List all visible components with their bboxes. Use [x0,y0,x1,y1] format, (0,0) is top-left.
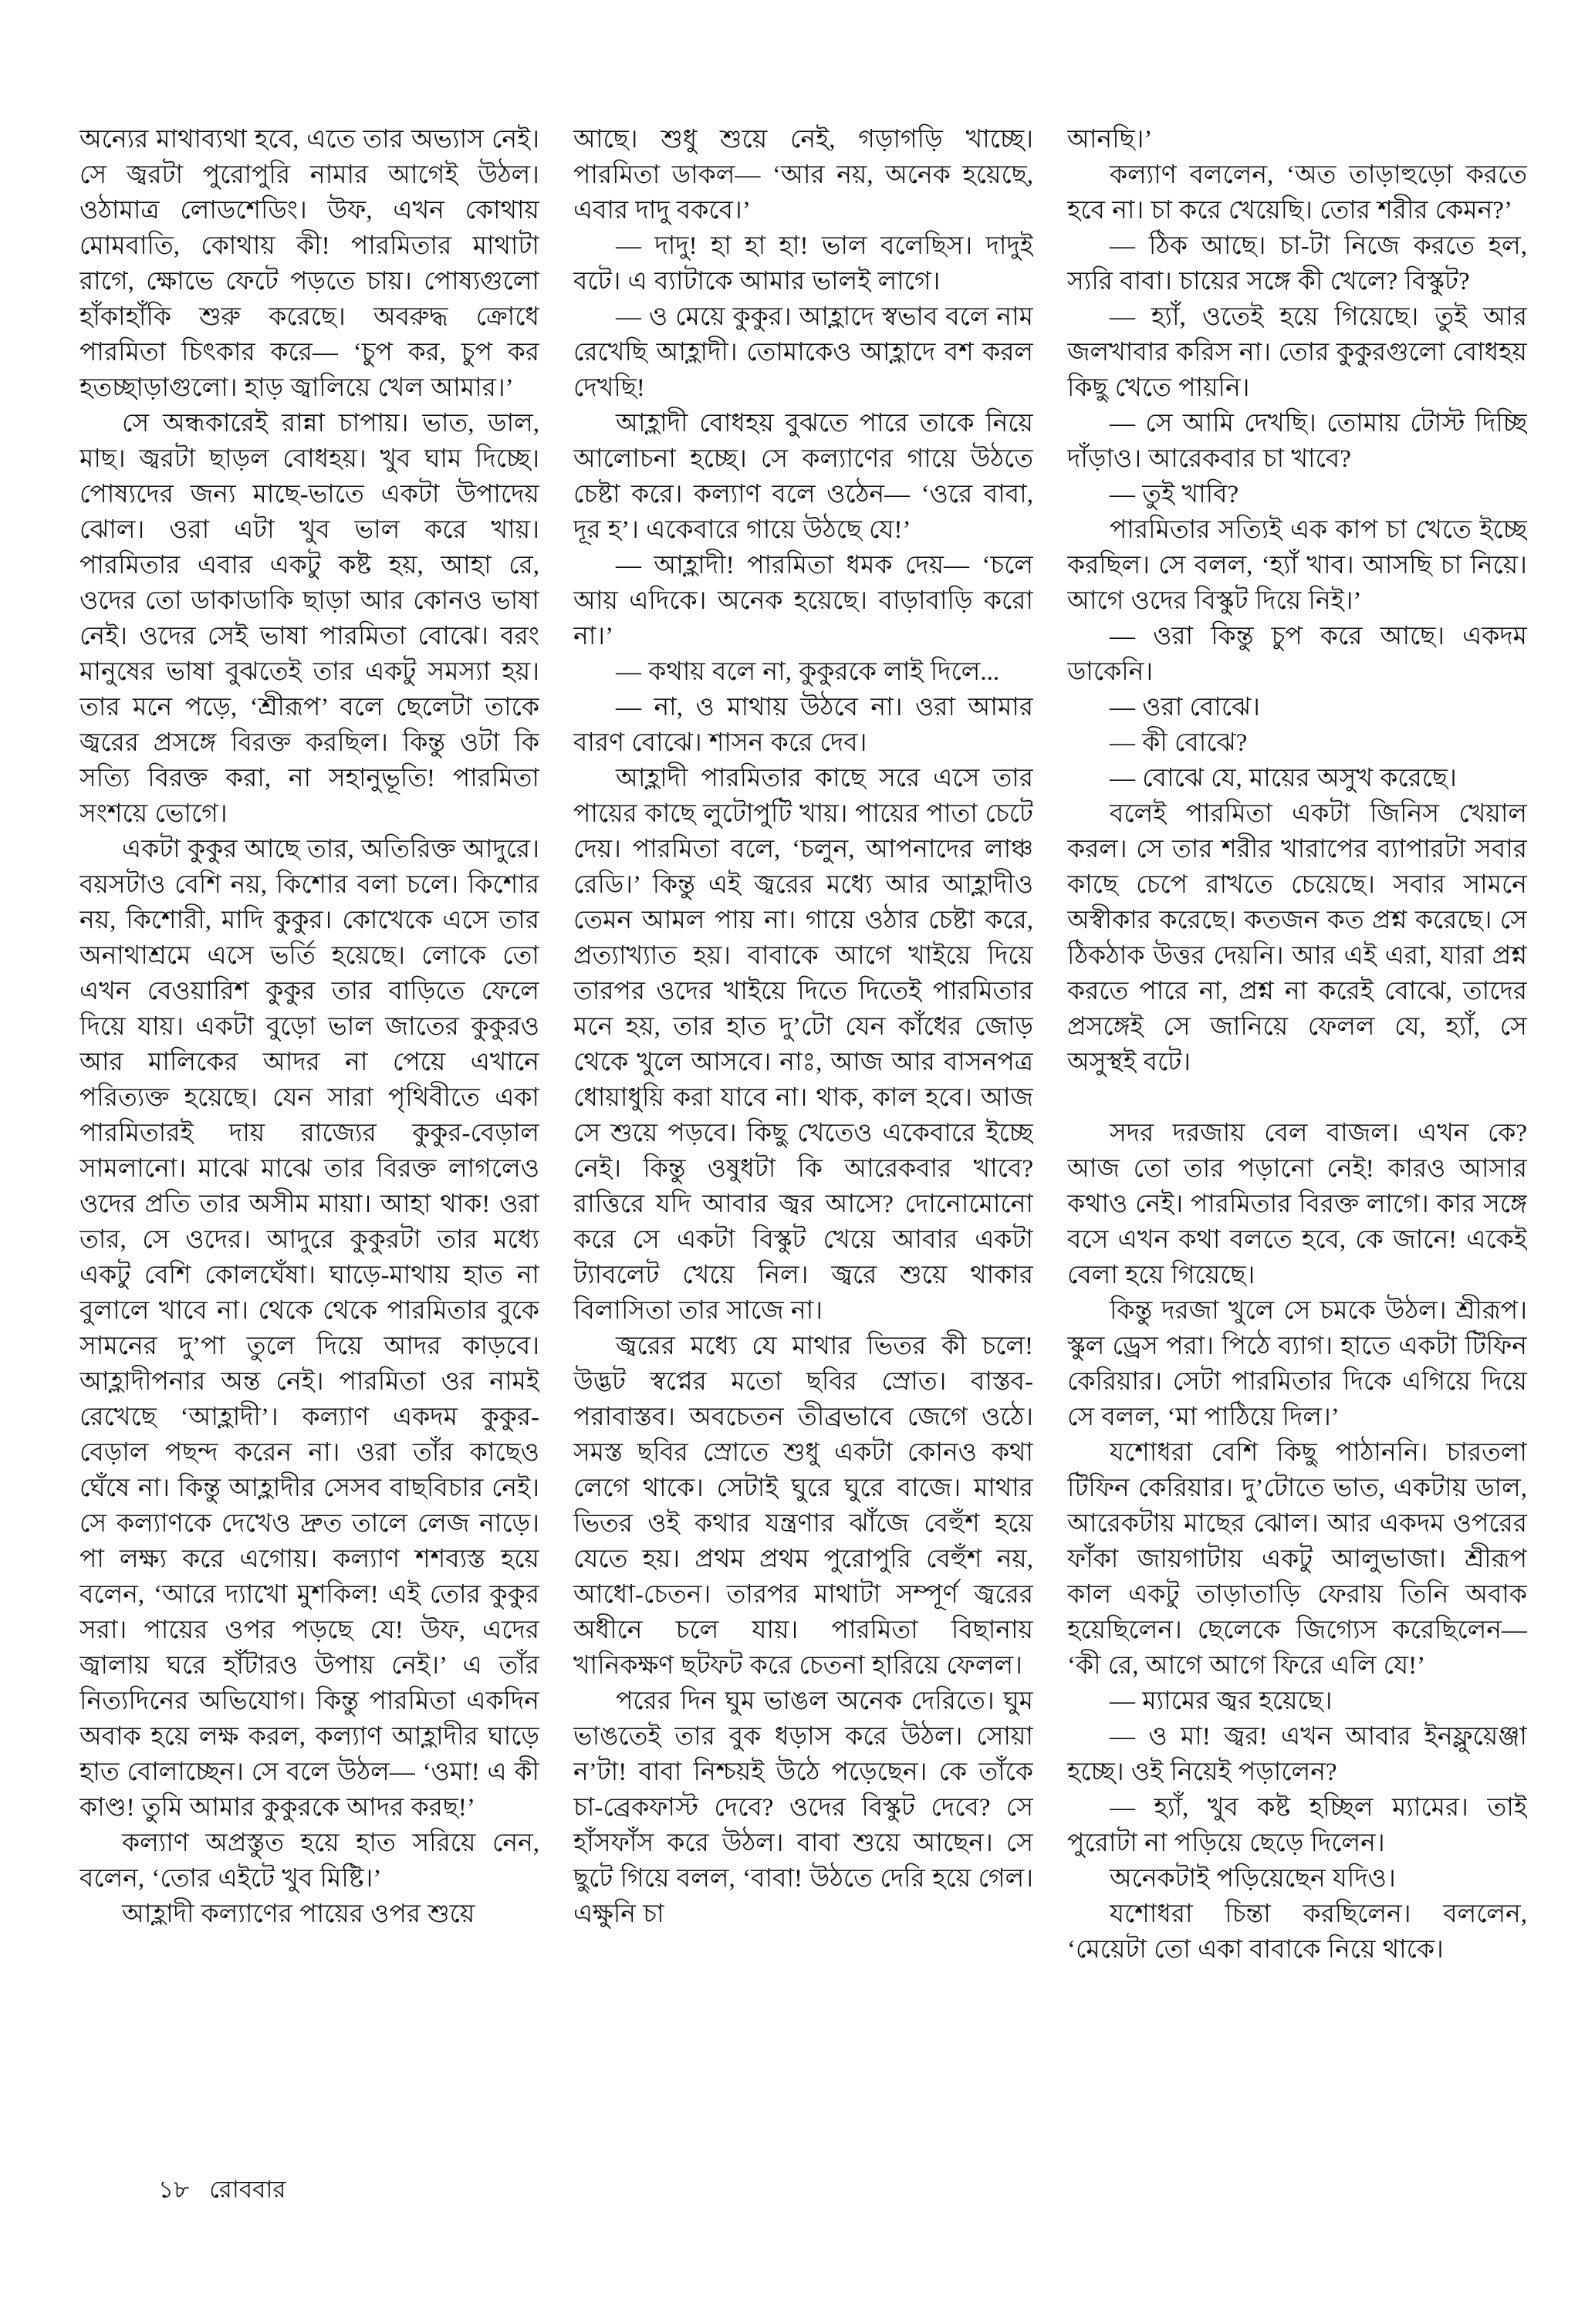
paragraph: — বোঝে যে, মায়ের অসুখ করেছে। [1110,765,1457,792]
paragraph: জ্বরের মধ্যে যে মাথার ভিতর কী চলে! উদ্ভট স্বপ্নের মতো ছবির স্রোত। বাস্তব-পরাবাস্তব। অবচেতন তীব্রভাবে জেগে ওঠে। সমস্ত ছবির স্রোতে শুধু একটা কোনও কথা লেগে থাকে। সেটাই ঘুরে ঘুরে বাজে। মাথার ভিতর ওই কথার যন্ত্রণার ঝাঁজে বেহুঁশ হয়ে যেতে হয়। প্রথম প্রথম পুরোপুরি বেহুঁশ নয়, আধো-চেতন। তারপর মাথাটা সম্পূর্ণ জ্বরের অধীনে চলে যায়। পারমিতা বিছানায় খানিকক্ষণ ছটফট করে চেতনা হারিয়ে ফেলল। [573,1333,1033,1680]
paragraph: কল্যাণ অপ্রস্তুত হয়ে হাত সরিয়ে নেন, বলেন, ‘তোর এইটে খুব মিষ্টি।’ [79,1829,539,1893]
paragraph: যশোধরা চিন্তা করছিলেন। বললেন, ‘মেয়েটা তো একা বাবাকে নিয়ে থাকে। [1067,1900,1527,1964]
paragraph: — না, ও মাথায় উঠবে না। ওরা আমার বারণ বোঝে। শাসন করে দেব। [573,694,1033,757]
paragraph: সদর দরজায় বেল বাজল। এখন কে? আজ তো তার পড়ানো নেই! কারও আসার কথাও নেই। পারমিতার বিরক্ত লাগে। কার সঙ্গে বসে এখন কথা বলতে হবে, কে জানে! একেই বেলা হয়ে গিয়েছে। [1067,1120,1527,1289]
text-column-2 [573,122,1033,2174]
page-footer [158,2174,286,2205]
paragraph: অনেকটাই পড়িয়েছেন যদিও। [1110,1865,1396,1893]
paragraph: আহ্লাদী কল্যাণের পায়ের ওপর শুয়ে [122,1900,475,1928]
paragraph: কল্যাণ বললেন, ‘অত তাড়াহুড়ো করতে হবে না। চা করে খেয়েছি। তোর শরীর কেমন?’ [1067,161,1527,225]
paragraph: — হ্যাঁ, খুব কষ্ট হচ্ছিল ম্যামের। তাই পুরোটা না পড়িয়ে ছেড়ে দিলেন। [1067,1794,1527,1857]
paragraph: পরের দিন ঘুম ভাঙল অনেক দেরিতে। ঘুম ভাঙতেই তার বুক ধড়াস করে উঠল। সোয়া ন’টা! বাবা নিশ্চয়ই উঠে পড়েছেন। কে তাঁকে চা-ব্রেকফাস্ট দেবে? ওদের বিস্কুট দেবে? সে হাঁসফাঁস করে উঠল। বাবা শুয়ে আছেন। সে ছুটে গিয়ে বলল, ‘বাবা! উঠতে দেরি হয়ে গেল। এক্ষুনি চা [573,1687,1033,1928]
paragraph: — ওরা কিন্তু চুপ করে আছে। একদম ডাকেনি। [1067,623,1527,686]
page-number: ১৮ [158,2176,190,2203]
paragraph: সে অন্ধকারেই রান্না চাপায়। ভাত, ডাল, মাছ। জ্বরটা ছাড়ল বোধহয়। খুব ঘাম দিচ্ছে। পোষ্যদের জন্য মাছে-ভাতে একটা উপাদেয় ঝোল। ওরা এটা খুব ভাল করে খায়। পারমিতার এবার একটু কষ্ট হয়, আহা রে, ওদের তো ডাকাডাকি ছাড়া আর কোনও ভাষা নেই। ওদের সেই ভাষা পারমিতা বোঝে। বরং মানুষের ভাষা বুঝতেই তার একটু সমস্যা হয়। তার মনে পড়ে, ‘শ্রীরূপ’ বলে ছেলেটা তাকে জ্বরের প্রসঙ্গে বিরক্ত করছিল। কিন্তু ওটা কি সত্যি বিরক্ত করা, না সহানুভূতি! পারমিতা সংশয়ে ভোগে। [79,410,539,828]
paragraph: আহ্লাদী পারমিতার কাছে সরে এসে তার পায়ের কাছে লুটোপুটি খায়। পায়ের পাতা চেটে দেয়। পারমিতা বলে, ‘চলুন, আপনাদের লাঞ্চ রেডি।’ কিন্তু এই জ্বরের মধ্যে আর আহ্লাদীও তেমন আমল পায় না। গায়ে ওঠার চেষ্টা করে, প্রত্যাখ্যাত হয়। বাবাকে আগে খাইয়ে দিয়ে তারপর ওদের খাইয়ে দিতে দিতেই পারমিতার মনে হয়, তার হাত দু’টো যেন কাঁধের জোড় থেকে খুলে আসবে। নাঃ, আজ আর বাসনপত্র ধোয়াধুয়ি করা যাবে না। থাক, কাল হবে। আজ সে শুয়ে পড়বে। কিছু খেতেও একেবারে ইচ্ছে নেই। কিন্তু ওষুধটা কি আরেকবার খাবে? রাত্তিরে যদি আবার জ্বর আসে? দোনোমোনো করে সে একটা বিস্কুট খেয়ে আবার একটা ট্যাবলেট খেয়ে নিল। জ্বরে শুয়ে থাকার বিলাসিতা তার সাজে না। [573,765,1033,1325]
paragraph: — ও মেয়ে কুকুর। আহ্লাদে স্বভাব বলে নাম রেখেছি আহ্লাদী। তোমাকেও আহ্লাদে বশ করল দেখছি! [573,303,1033,402]
paragraph: — কী বোঝে? [1110,729,1248,757]
paragraph: — হ্যাঁ, ওতেই হয়ে গিয়েছে। তুই আর জলখাবার করিস না। তোর কুকুরগুলো বোধহয় কিছু খেতে পায়নি। [1067,303,1527,402]
paragraph: আনছি।’ [1067,126,1153,154]
paragraph: অন্যের মাথাব্যথা হবে, এতে তার অভ্যাস নেই। সে জ্বরটা পুরোপুরি নামার আগেই উঠল। ওঠামাত্র লোডশেডিং। উফ, এখন কোথায় মোমবাতি, কোথায় কী! পারমিতার মাথাটা রাগে, ক্ষোভে ফেটে পড়তে চায়। পোষ্যগুলো হাঁকাহাঁকি শুরু করেছে। অবরুদ্ধ ক্রোধে পারমিতা চিৎকার করে— ‘চুপ কর, চুপ কর হতচ্ছাড়াগুলো। হাড় জ্বালিয়ে খেল আমার।’ [79,126,539,402]
paragraph: যশোধরা বেশি কিছু পাঠাননি। চারতলা টিফিন কেরিয়ার। দু’টোতে ভাত, একটায় ডাল, আরেকটায় মাছের ঝোল। আর একদম ওপরের ফাঁকা জায়গাটায় একটু আলুভাজা। শ্রীরূপ কাল একটু তাড়াতাড়ি ফেরায় তিনি অবাক হয়েছিলেন। ছেলেকে জিগ্যেস করেছিলেন— ‘কী রে, আগে আগে ফিরে এলি যে!’ [1067,1439,1527,1680]
paragraph: একটা কুকুর আছে তার, অতিরিক্ত আদুরে। বয়সটাও বেশি নয়, কিশোর বলা চলে। কিশোর নয়, কিশোরী, মাদি কুকুর। কোখেকে এসে তার অনাথাশ্রমে এসে ভর্তি হয়েছে। লোকে তো এখন বেওয়ারিশ কুকুর তার বাড়িতে ফেলে দিয়ে যায়। একটা বুড়ো ভাল জাতের কুকুরও আর মালিকের আদর না পেয়ে এখানে পরিত্যক্ত হয়েছে। যেন সারা পৃথিবীতে একা পারমিতারই দায় রাজ্যের কুকুর-বেড়াল সামলানো। মাঝে মাঝে তার বিরক্ত লাগলেও ওদের প্রতি তার অসীম মায়া। আহা থাক! ওরা তার, সে ওদের। আদুরে কুকুরটা তার মধ্যে একটু বেশি কোলঘেঁষা। ঘাড়ে-মাথায় হাত না বুলালে খাবে না। থেকে থেকে পারমিতার বুকে সামনের দু’পা তুলে দিয়ে আদর কাড়বে। আহ্লাদীপনার অন্ত নেই। পারমিতা ওর নামই রেখেছে ‘আহ্লাদী’। কল্যাণ একদম কুকুর-বেড়াল পছন্দ করেন না। ওরা তাঁর কাছেও ঘেঁষে না। কিন্তু আহ্লাদীর সেসব বাছবিচার নেই। সে কল্যাণকে দেখেও দ্রুত তালে লেজ নাড়ে। পা লক্ষ্য করে এগোয়। কল্যাণ শশব্যস্ত হয়ে বলেন, ‘আরে দ্যাখো মুশকিল! এই তোর কুকুর সরা। পায়ের ওপর পড়ছে যে! উফ, এদের জ্বালায় ঘরে হাঁটারও উপায় নেই।’ এ তাঁর নিত্যদিনের অভিযোগ। কিন্তু পারমিতা একদিন অবাক হয়ে লক্ষ করল, কল্যাণ আহ্লাদীর ঘাড়ে হাত বোলাচ্ছেন। সে বলে উঠল— ‘ওমা! এ কী কাণ্ড! তুমি আমার কুকুরকে আদর করছ!’ [79,836,539,1822]
magazine-title: রোববার [209,2176,286,2203]
paragraph: — তুই খাবি? [1110,481,1239,508]
paragraph: — ম্যামের জ্বর হয়েছে। [1110,1687,1333,1715]
paragraph: আহ্লাদী বোধহয় বুঝতে পারে তাকে নিয়ে আলোচনা হচ্ছে। সে কল্যাণের গায়ে উঠতে চেষ্টা করে। কল্যাণ বলে ওঠেন— ‘ওরে বাবা, দূর হ’। একেবারে গায়ে উঠছে যে!’ [573,410,1033,544]
paragraph: — কথায় বলে না, কুকুরকে লাই দিলে... [616,658,1000,686]
paragraph: কিন্তু দরজা খুলে সে চমকে উঠল। শ্রীরূপ। স্কুল ড্রেস পরা। পিঠে ব্যাগ। হাতে একটা টিফিন কেরিয়ার। সেটা পারমিতার দিকে এগিয়ে দিয়ে সে বলল, ‘মা পাঠিয়ে দিল।’ [1067,1297,1527,1431]
text-column-3 [1067,122,1527,2174]
text-column-1 [79,122,539,2174]
paragraph: — ও মা! জ্বর! এখন আবার ইনফ্লুয়েঞ্জা হচ্ছে। ওই নিয়েই পড়ালেন? [1067,1723,1527,1786]
paragraph: — ওরা বোঝে। [1110,694,1260,721]
paragraph: — দাদু! হা হা হা! ভাল বলেছিস। দাদুই বটে। এ ব্যাটাকে আমার ভালই লাগে। [573,232,1033,296]
paragraph: — ঠিক আছে। চা-টা নিজে করতে হল, স্যরি বাবা। চায়ের সঙ্গে কী খেলে? বিস্কুট? [1067,232,1527,296]
story-text-area [79,122,1527,2174]
paragraph: পারমিতার সত্যিই এক কাপ চা খেতে ইচ্ছে করছিল। সে বলল, ‘হ্যাঁ খাব। আসছি চা নিয়ে। আগে ওদের বিস্কুট দিয়ে নিই।’ [1067,516,1527,615]
paragraph: — আহ্লাদী! পারমিতা ধমক দেয়— ‘চলে আয় এদিকে। অনেক হয়েছে। বাড়াবাড়ি করো না।’ [573,552,1033,650]
paragraph: বলেই পারমিতা একটা জিনিস খেয়াল করল। সে তার শরীর খারাপের ব্যাপারটা সবার কাছে চেপে রাখতে চেয়েছে। সবার সামনে অস্বীকার করেছে। কতজন কত প্রশ্ন করেছে। সে ঠিকঠাক উত্তর দেয়নি। আর এই এরা, যারা প্রশ্ন করতে পারে না, প্রশ্ন না করেই বোঝে, তাদের প্রসঙ্গেই সে জানিয়ে ফেলল যে, হ্যাঁ, সে অসুস্থই বটে। [1067,800,1527,1076]
paragraph: — সে আমি দেখছি। তোমায় টোস্ট দিচ্ছি দাঁড়াও। আরেকবার চা খাবে? [1067,410,1527,473]
paragraph: আছে। শুধু শুয়ে নেই, গড়াগড়ি খাচ্ছে। পারমিতা ডাকল— ‘আর নয়, অনেক হয়েছে, এবার দাদু বকবে।’ [573,126,1033,225]
